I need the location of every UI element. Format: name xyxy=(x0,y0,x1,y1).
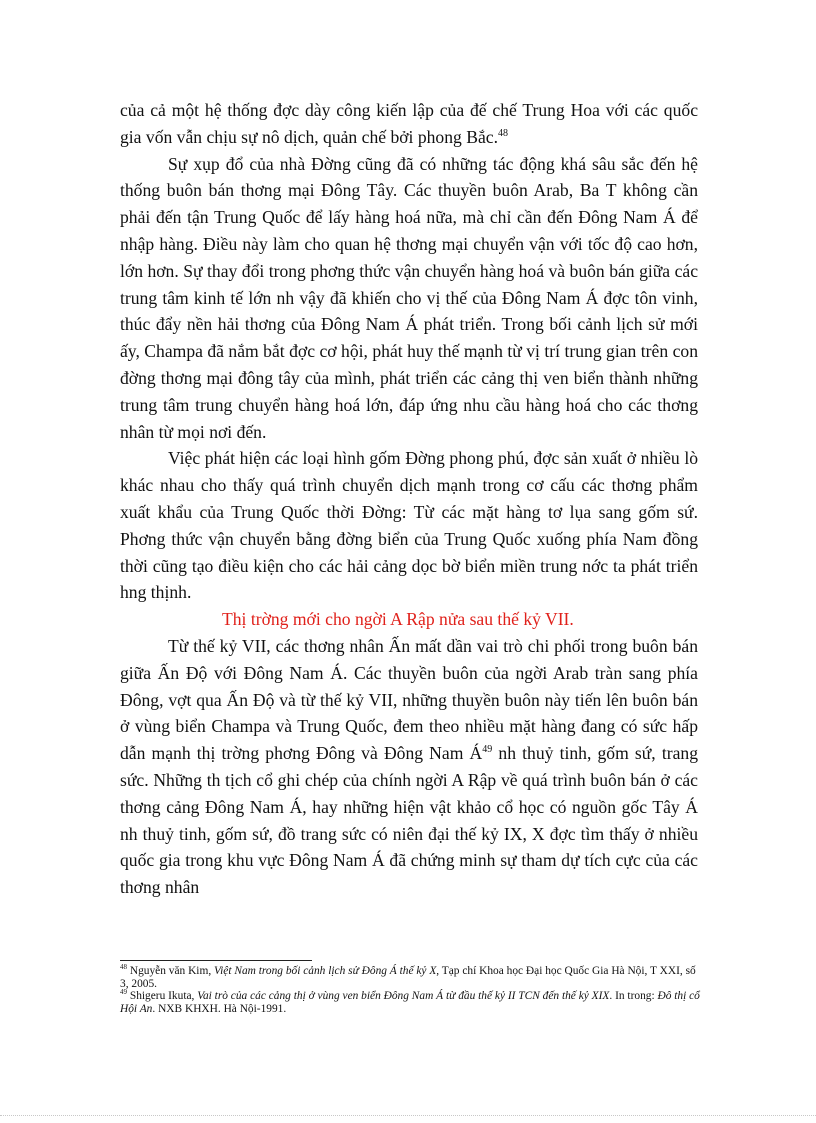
footnote-ref-49[interactable]: 49 xyxy=(482,744,493,756)
paragraph-1: của cả một hệ thống đợc dày công kiến lập của đế chế Trung Hoa với các quốc gia vốn vẫn chịu sự nô dịch, quản chế bởi phong Bắc.$^{48}$ xyxy=(120,100,698,147)
footnote-48: $^{48}$ Nguyễn văn Kim, Việt Nam trong bối cảnh lịch sử Đông Á thế kỷ X, Tạp chí Khoa học Đại học Quốc Gia Hà Nội, T XXI, số 3, 2005. xyxy=(120,963,696,990)
paragraph-4: Từ thế kỷ VII, các thơng nhân Ấn mất dần vai trò chi phối trong buôn bán giữa Ấn Độ với Đông Nam Á. Các thuyền buôn của ngời Arab tràn sang phía Đông, vợt qua Ấn Độ và từ thế kỷ VII, những thuyền buôn này tiến lên buôn bán ở vùng biển Champa và Trung Quốc, đem theo nhiều mặt hàng đang có sức hấp dẫn mạnh thị trờng phơng Đông và Đông Nam $Á^{49}$ nh thuỷ tinh, gốm sứ, trang sức. Những th tịch cổ ghi chép của chính ngời A Rập về quá trình buôn bán ở các thơng cảng Đông Nam Á, hay những hiện vật khảo cổ học có nguồn gốc Tây Á nh thuỷ tinh, gốm sứ, đồ trang sức có niên đại thế kỷ IX, X đợc tìm thấy ở nhiều quốc gia trong khu vực Đông Nam Á đã chứng minh sự tham dự tích cực của các thơng nhân xyxy=(120,635,698,898)
paragraph-2: Sự xụp đổ của nhà Đờng cũng đã có những tác động khá sâu sắc đến hệ thống buôn bán thơng mại Đông Tây. Các thuyền buôn Arab, Ba T không cần phải đến tận Trung Quốc để lấy hàng hoá nữa, mà chỉ cần đến Đông Nam Á để nhập hàng. Điều này làm cho quan hệ thơng mại chuyển vận với tốc độ cao hơn, lớn hơn. Sự thay đổi trong phơng thức vận chuyển hàng hoá và buôn bán giữa các trung tâm kinh tế lớn nh vậy đã khiến cho vị thế của Đông Nam Á đợc tôn vinh, thúc đẩy nền hải thơng của Đông Nam Á phát triển. Trong bối cảnh lịch sử mới ấy, Champa đã nắm bắt đợc cơ hội, phát huy thế mạnh từ vị trí trung gian trên con đờng thơng mại đông tây của mình, phát triển các cảng thị ven biển thành những trung tâm trung chuyển hàng hoá lớn, đáp ứng nhu cầu hàng hoá cho các thơng nhân từ mọi nơi đến. xyxy=(120,153,698,442)
body-text xyxy=(120,97,698,901)
footnote-49: $^{49}$ Shigeru Ikuta, Vai trò của các cảng thị ở vùng ven biển Đông Nam Á từ đầu thế kỷ II TCN đến thế kỷ XIX. In trong: Đô thị cổ Hội An. NXB KHXH. Hà Nội-1991. xyxy=(120,988,700,1015)
section-heading: Thị trờng mới cho ngời A Rập nửa sau thế kỷ VII. xyxy=(222,609,574,630)
footnote-separator xyxy=(120,960,312,961)
paragraph-3: Việc phát hiện các loại hình gốm Đờng phong phú, đợc sản xuất ở nhiều lò khác nhau cho thấy quá trình chuyển dịch mạnh trong cơ cấu các thơng phẩm xuất khẩu của Trung Quốc thời Đờng: Từ các mặt hàng tơ lụa sang gốm sứ. Phơng thức vận chuyển bằng đờng biển của Trung Quốc xuống phía Nam đồng thời cũng tạo điều kiện cho các hải cảng dọc bờ biển miền trung nớc ta phát triển hng thịnh. xyxy=(120,448,698,603)
footnotes xyxy=(120,965,700,1015)
footnote-ref-48[interactable]: 48 xyxy=(497,127,508,139)
page-bottom-border xyxy=(0,1115,816,1116)
